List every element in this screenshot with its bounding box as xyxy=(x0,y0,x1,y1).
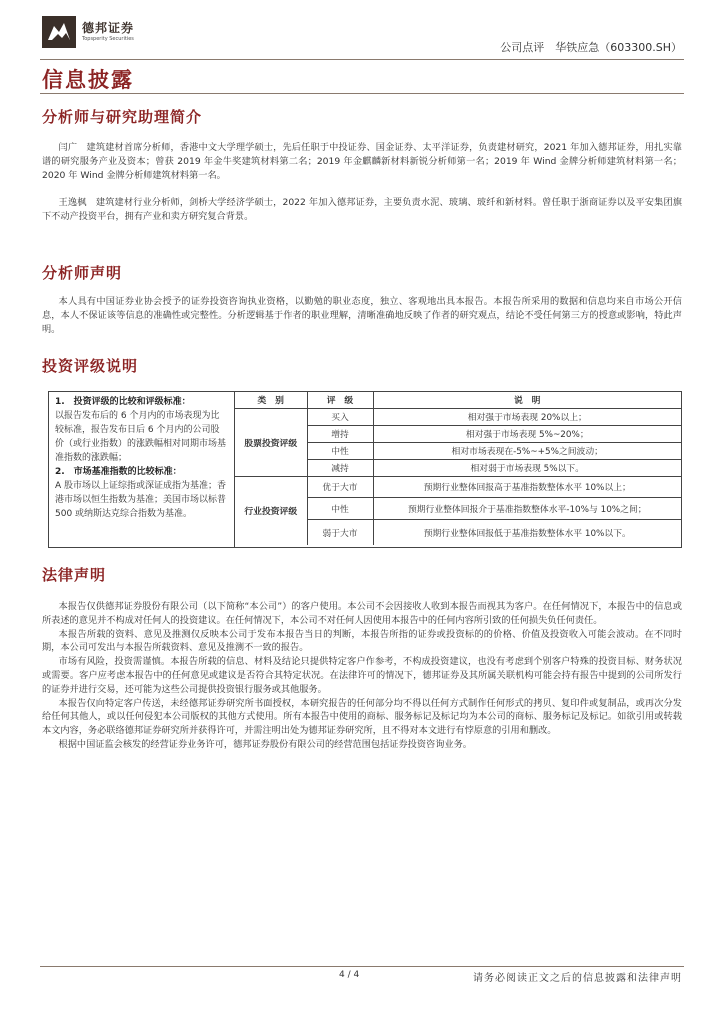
company-logo xyxy=(42,16,162,50)
description-cell: 预期行业整体回报高于基准指数整体水平 10%以上； xyxy=(373,476,681,497)
criteria-1-text: 以报告发布后的 6 个月内的市场表现为比较标准，报告发布日后 6 个月内的公司股价（或行业指数）的涨跌幅相对同期市场基准指数的涨跌幅； xyxy=(55,411,227,463)
analyst-statement-body xyxy=(42,295,682,337)
description-cell: 相对强于市场表现 5%~20%； xyxy=(373,425,681,442)
footer-divider xyxy=(40,966,684,967)
section-title-legal: 法律声明 xyxy=(42,566,107,584)
legal-paragraph: 市场有风险，投资需谨慎。本报告所载的信息、材料及结论只提供特定客户作参考，不构成投资建议，也没有考虑到个别客户特殊的投资目标、财务状况或需要。客户应考虑本报告中的任何意见或建议是否符合其特定状况。在法律许可的情况下，德邦证券及其所属关联机构可能会持有报告中提到的公司所发行的证券并进行交易，还可能为这些公司提供投资银行服务或其他服务。 xyxy=(42,656,682,695)
logo-mark-icon xyxy=(42,16,76,48)
grade-cell: 减持 xyxy=(307,459,373,476)
col-header-description: 说 明 xyxy=(373,392,681,408)
analyst-bio-2: 王逸枫 建筑建材行业分析师，剑桥大学经济学硕士，2022 年加入德邦证券，主要负责水泥、玻璃、玻纤和新材料。曾任职于浙商证券以及平安集团旗下不动产投资平台，拥有产业和卖方研究复合背景。 xyxy=(42,197,682,222)
description-cell: 相对弱于市场表现 5%以下。 xyxy=(373,459,681,476)
logo-text-cn: 德邦证券 xyxy=(82,21,135,35)
page-title: 信息披露 xyxy=(42,68,134,92)
description-cell: 相对市场表现在-5%~+5%之间波动； xyxy=(373,442,681,459)
section-title-rating: 投资评级说明 xyxy=(42,357,139,375)
grade-cell: 中性 xyxy=(307,442,373,459)
grade-cell: 买入 xyxy=(307,408,373,425)
grade-cell: 增持 xyxy=(307,425,373,442)
description-cell: 相对强于市场表现 20%以上； xyxy=(373,408,681,425)
description-cell: 预期行业整体回报低于基准指数整体水平 10%以下。 xyxy=(373,519,681,545)
report-type-and-company: 公司点评 华铁应急（603300.SH） xyxy=(500,41,682,54)
page-header xyxy=(40,14,684,60)
grade-cell: 中性 xyxy=(307,497,373,519)
page-number: 4 / 4 xyxy=(339,970,360,980)
industry-rating-category: 行业投资评级 xyxy=(235,476,307,545)
grade-cell: 弱于大市 xyxy=(307,519,373,545)
criteria-2-heading: 2. 市场基准指数的比较标准： xyxy=(55,467,182,477)
footer-disclaimer: 请务必阅读正文之后的信息披露和法律声明 xyxy=(473,973,682,984)
description-cell: 预期行业整体回报介于基准指数整体水平-10%与 10%之间； xyxy=(373,497,681,519)
legal-paragraph: 本报告所载的资料、意见及推测仅反映本公司于发布本报告当日的判断，本报告所指的证券或投资标的的价格、价值及投资收入可能会波动。在不同时期，本公司可发出与本报告所载资料、意见及推测不一致的报告。 xyxy=(42,628,682,654)
grade-cell: 优于大市 xyxy=(307,476,373,497)
col-header-grade: 评 级 xyxy=(307,392,373,408)
logo-text-en: Topsperity Securities xyxy=(82,36,134,42)
section-title-analyst-statement: 分析师声明 xyxy=(42,264,123,282)
legal-body xyxy=(42,600,682,752)
stock-rating-category: 股票投资评级 xyxy=(235,408,307,476)
legal-paragraph: 本报告仅向特定客户传送，未经德邦证券研究所书面授权，本研究报告的任何部分均不得以任何方式制作任何形式的拷贝、复印件或复制品，或再次分发给任何其他人，或以任何侵犯本公司版权的其他方式使用。所有本报告中使用的商标、服务标记及标记均为本公司的商标、服务标记及标记。如欲引用或转载本文内容，务必联络德邦证券研究所并获得许可，并需注明出处为德邦证券研究所，且不得对本文进行有悖原意的引用和删改。 xyxy=(42,697,682,737)
rating-criteria xyxy=(49,392,235,547)
criteria-2-text: A 股市场以上证综指或深证成指为基准；香港市场以恒生指数为基准；美国市场以标普 500 或纳斯达克综合指数为基准。 xyxy=(55,481,227,519)
analyst-statement-text: 本人具有中国证券业协会授予的证券投资咨询执业资格，以勤勉的职业态度，独立、客观地出具本报告。本报告所采用的数据和信息均来自市场公开信息，本人不保证该等信息的准确性或完整性。分析逻辑基于作者的职业理解，清晰准确地反映了作者的研究观点，结论不受任何第三方的授意或影响，特此声明。 xyxy=(42,296,682,335)
criteria-1-heading: 1. 投资评级的比较和评级标准： xyxy=(55,397,191,407)
title-divider xyxy=(40,93,684,94)
analyst-intro-body xyxy=(42,141,682,224)
rating-grid xyxy=(235,392,681,545)
rating-table xyxy=(48,391,682,548)
section-title-analyst-intro: 分析师与研究助理简介 xyxy=(42,108,203,126)
legal-paragraph: 本报告仅供德邦证券股份有限公司（以下简称“本公司”）的客户使用。本公司不会因接收人收到本报告而视其为客户。在任何情况下，本报告中的信息或所表述的意见并不构成对任何人的投资建议。在任何情况下，本公司不对任何人因使用本报告中的任何内容所引致的任何损失负任何责任。 xyxy=(42,601,682,626)
analyst-bio-1: 闫广 建筑建材首席分析师，香港中文大学理学硕士，先后任职于中投证券、国金证券、太平洋证券，负责建材研究，2021 年加入德邦证券，用扎实靠谱的研究服务产业及资本；曾获 2019 年金牛奖建筑材料第二名；2019 年金麒麟新材料新锐分析师第一名；2019 年 Wind 金牌分析师建筑材料第一名；2020 年 Wind 金牌分析师建筑材料第一名。 xyxy=(42,142,682,181)
legal-paragraph: 根据中国证监会核发的经营证券业务许可，德邦证券股份有限公司的经营范围包括证券投资咨询业务。 xyxy=(58,738,472,750)
col-header-category: 类 别 xyxy=(235,392,307,408)
